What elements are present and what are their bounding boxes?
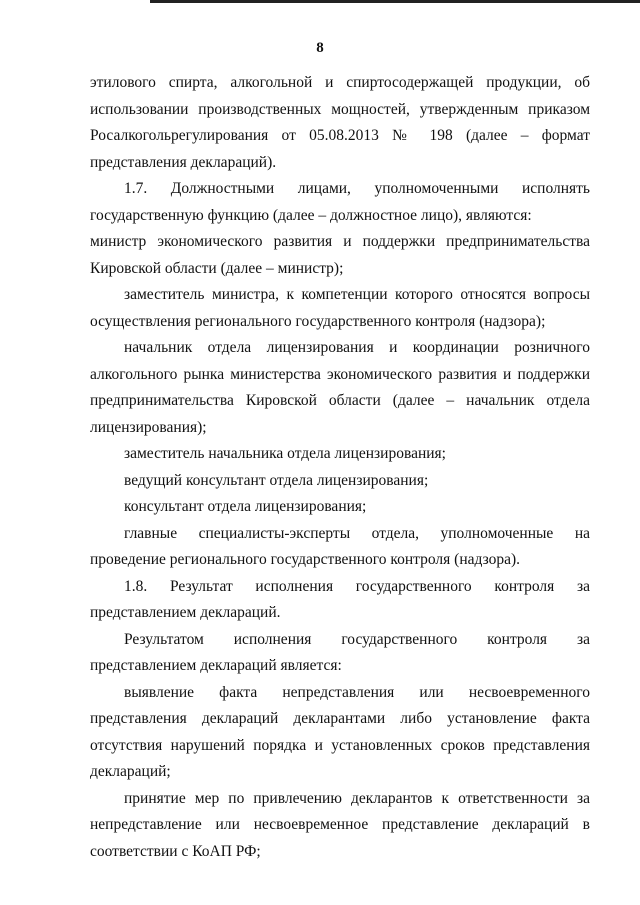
paragraph-detection: выявление факта непредставления или несвоевременного представления деклараций декларантами либо установление факта отсутствия нарушений порядка и установленных сроков представления деклараций; <box>90 683 590 780</box>
top-border-line <box>150 0 640 3</box>
paragraph-chief-specialists: главные специалисты-эксперты отдела, уполномоченные на проведение регионального государственного контроля (надзора). <box>90 524 590 568</box>
paragraph-head-of-licensing: начальник отдела лицензирования и координации розничного алкогольного рынка министерства экономического развития и поддержки предпринимательства Кировской области (далее – начальник отдела лицензирования); <box>90 339 590 436</box>
page-number: 8 <box>316 40 324 56</box>
paragraph-1-7-officials: 1.7. Должностными лицами, уполномоченными исполнять государственную функцию (далее – должностное лицо), являются: <box>90 180 590 224</box>
paragraph-deputy-head-licensing: заместитель начальника отдела лицензирования; <box>124 445 446 462</box>
paragraph-measures: принятие мер по привлечению декларантов к ответственности за непредставление или несвоевременное представление деклараций в соответствии с КоАП РФ; <box>90 789 590 860</box>
paragraph-deputy-minister: заместитель министра, к компетенции которого относятся вопросы осуществления регионального государственного контроля (надзора); <box>90 286 590 330</box>
document-body <box>90 70 590 865</box>
paragraph-declaration-format: этилового спирта, алкогольной и спиртосодержащей продукции, об использовании производственных мощностей, утвержденным приказом Росалкогольрегулирования от 05.08.2013 № 198 (далее – формат представления деклараций). <box>90 74 590 171</box>
paragraph-leading-consultant: ведущий консультант отдела лицензирования; <box>124 471 429 489</box>
paragraph-result-is: Результатом исполнения государственного контроля за представлением деклараций является: <box>90 630 590 674</box>
paragraph-consultant: консультант отдела лицензирования; <box>124 498 367 515</box>
paragraph-minister: министр экономического развития и поддержки предпринимательства Кировской области (далее – министр); <box>90 233 590 277</box>
paragraph-1-8-result: 1.8. Результат исполнения государственного контроля за представлением деклараций. <box>90 577 590 621</box>
